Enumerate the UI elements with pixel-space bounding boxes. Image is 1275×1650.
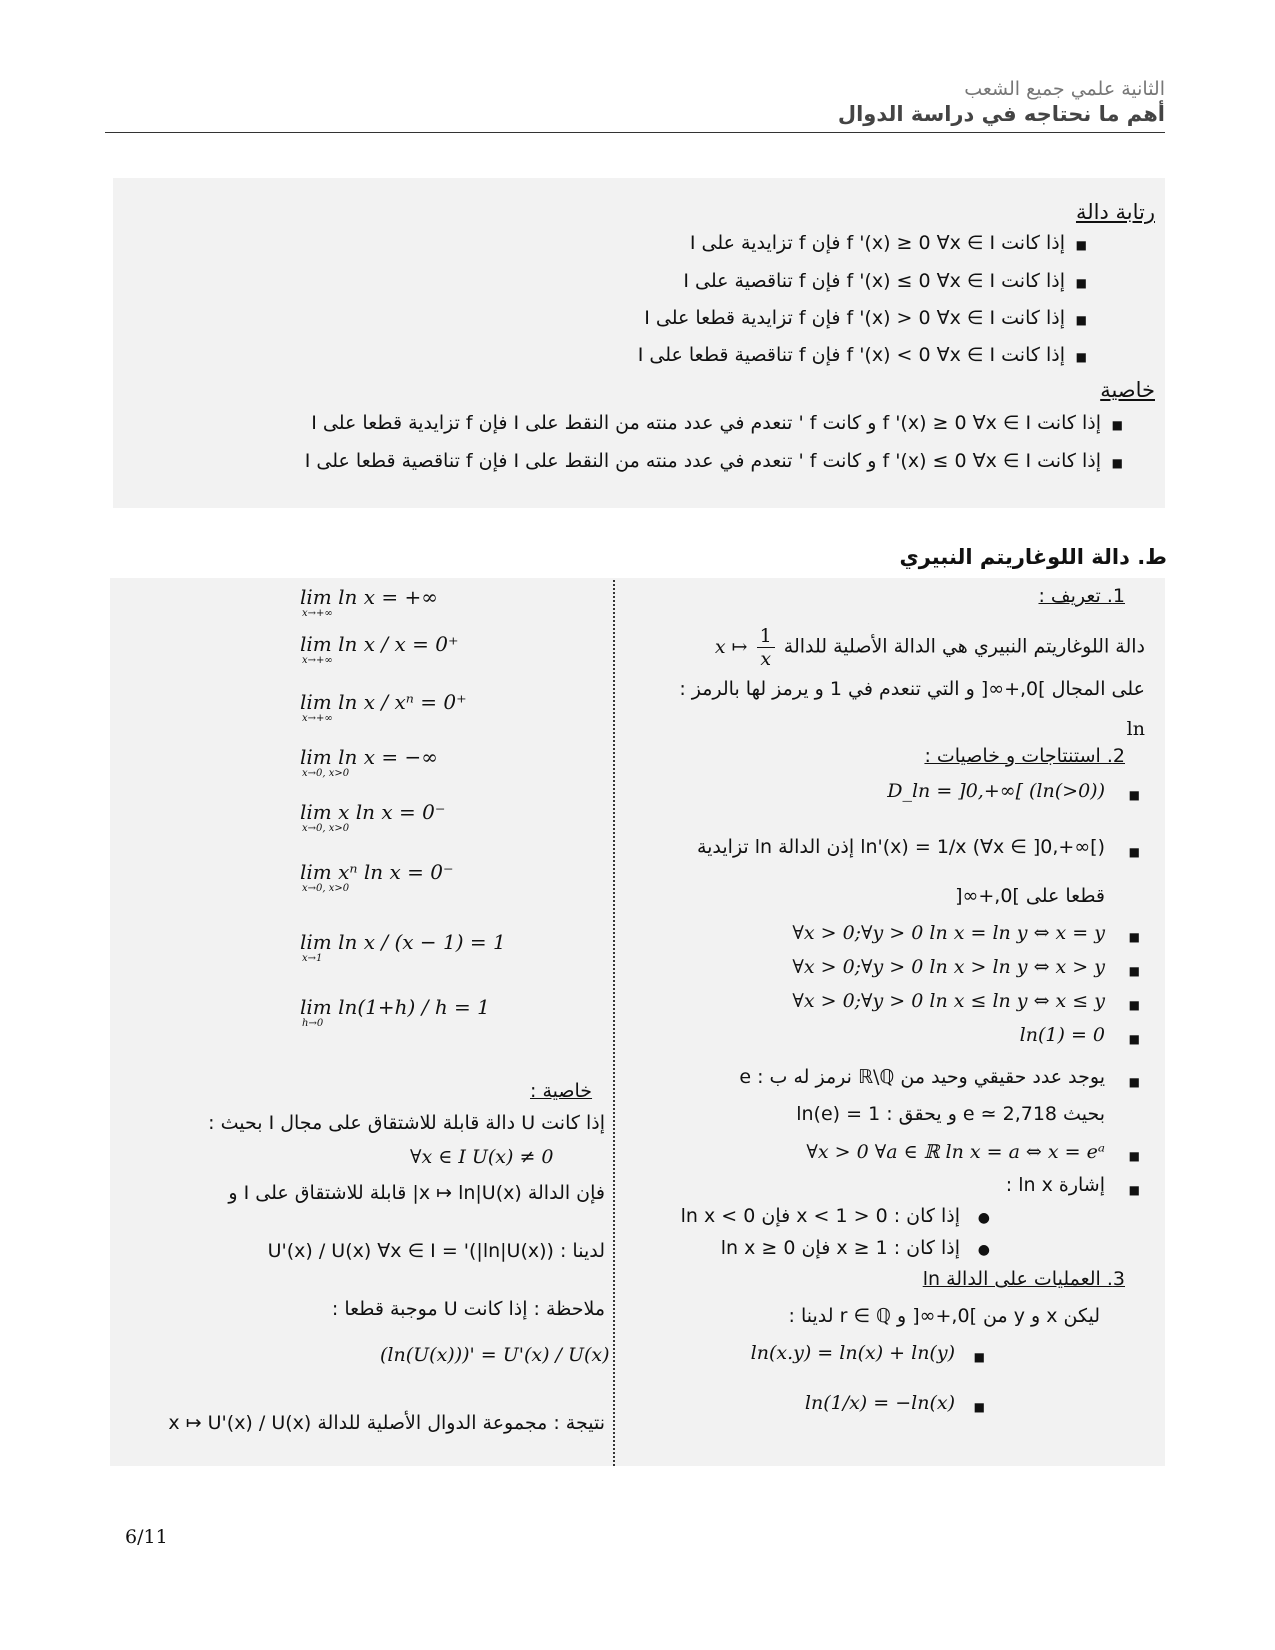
ln-section-title: ط. دالة اللوغاريتم النبيري <box>899 545 1167 569</box>
page-header <box>105 78 1165 133</box>
property-title: خاصية : <box>530 1080 593 1102</box>
note-formula: (ln(U(x)))' = U'(x) / U(x) <box>380 1344 610 1366</box>
property-line: فإن الدالة x ↦ ln|U(x)| قابلة للاشتقاق على I و <box>228 1182 605 1204</box>
property-line: ∀x ∈ I U(x) ≠ 0 <box>410 1146 554 1168</box>
bullet-icon: ■ <box>1128 1183 1140 1197</box>
header-title: أهم ما نحتاجه في دراسة الدوال <box>837 102 1165 126</box>
limit-formula: lim ln(1+h) / h = 1 h→0 <box>300 995 490 1029</box>
column-divider <box>613 580 615 1466</box>
ln-equality: ∀x > 0;∀y > 0 ln x = ln y ⇔ x = y <box>792 922 1105 944</box>
bullet-icon: ■ <box>1128 930 1140 944</box>
dot-bullet-icon: ● <box>977 1210 990 1226</box>
bullet-icon: ■ <box>1075 276 1087 290</box>
ln-inverse: ∀x > 0 ∀a ∈ ℝ ln x = a ⇔ x = eᵃ <box>806 1141 1105 1163</box>
bullet-icon: ■ <box>1075 238 1087 252</box>
ln-order: ∀x > 0;∀y > 0 ln x ≤ ln y ⇔ x ≤ y <box>792 990 1105 1012</box>
bullet-icon: ■ <box>1128 998 1140 1012</box>
bullet-icon: ■ <box>1128 964 1140 978</box>
ln-derivative: ln'(x) = 1/x (∀x ∈ ]0,+∞[) إذن الدالة ln تزايدية <box>696 836 1105 858</box>
ln-strict-order: ∀x > 0;∀y > 0 ln x > ln y ⇔ x > y <box>792 956 1105 978</box>
limit-formula: lim ln x = +∞ x→+∞ <box>300 585 438 619</box>
ln-box <box>110 578 1165 1466</box>
definition-title: 1. تعريف : <box>1038 585 1125 607</box>
ln-one: ln(1) = 0 <box>1019 1024 1105 1046</box>
ln-derivative-cont: قطعا على ]0,+∞[ <box>955 885 1105 907</box>
bullet-icon: ■ <box>973 1350 985 1364</box>
dot-bullet-icon: ● <box>977 1242 990 1258</box>
bullet-icon: ■ <box>1075 350 1087 364</box>
bullet-icon: ■ <box>1128 788 1140 802</box>
ln-reciprocal: ln(1/x) = −ln(x) <box>804 1392 955 1414</box>
operations-intro: ليكن x و y من ]0,+∞[ و r ∈ ℚ لدينا : <box>788 1305 1100 1327</box>
bullet-icon: ■ <box>1075 313 1087 327</box>
limit-formula: lim ln x = −∞ x→0, x>0 <box>300 745 438 779</box>
bullet-icon: ■ <box>1128 1032 1140 1046</box>
ln-sign-title: إشارة ln x : <box>1005 1174 1105 1196</box>
limit-formula: lim ln x / x = 0⁺ x→+∞ <box>300 632 459 666</box>
bullet-icon: ■ <box>973 1400 985 1414</box>
bullet-icon: ■ <box>1111 418 1123 432</box>
property-line: إذا كانت U دالة قابلة للاشتقاق على مجال I بحيث : <box>208 1112 605 1134</box>
euler-number: يوجد عدد حقيقي وحيد من ℝ\ℚ نرمز له ب : e <box>739 1066 1105 1088</box>
ln-product: ln(x.y) = ln(x) + ln(y) <box>750 1342 955 1364</box>
definition-line: دالة اللوغاريتم النبيري هي الدالة الأصلية للدالة $\frac{1}{x}$ x ↦ <box>714 625 1145 670</box>
bullet-icon: ■ <box>1111 456 1123 470</box>
note-line: ملاحظة : إذا كانت U موجبة قطعا : <box>331 1298 605 1320</box>
euler-number-cont: بحيث e ≃ 2,718 و يحقق : ln(e) = 1 <box>796 1103 1105 1125</box>
limit-formula: lim x ln x = 0⁻ x→0, x>0 <box>300 800 446 834</box>
limit-formula: lim xⁿ ln x = 0⁻ x→0, x>0 <box>300 860 454 894</box>
bullet-icon: ■ <box>1128 1149 1140 1163</box>
monotonicity-box: رتابة دالة ■ إذا كانت f '(x) ≥ 0 ∀x ∈ I فإن f تزايدية على I ■ إذا كانت f '(x) ≤ 0 ∀x ∈ I فإن f تناقصية على I ■ إذا كانت f '(x) > 0 ∀x ∈ I فإن f تزايدية قطعا على I ■ إذا كانت f '(x) < 0 ∀x ∈ I فإن f تناقصية قطعا على I خاصية ■ إذا كانت f '(x) ≥ 0 ∀x ∈ I و كانت f ' تنعدم في عدد منته من النقط على I فإن f تزايدية قطعا على I ■ إذا كانت f '(x) ≤ 0 ∀x ∈ I و كانت f ' تنعدم في عدد منته من النقط على I فإن f تناقصية قطعا على I <box>113 178 1165 508</box>
header-class-level: الثانية علمي جميع الشعب <box>964 78 1165 100</box>
limit-formula: lim ln x / xⁿ = 0⁺ x→+∞ <box>300 690 467 724</box>
domain-of-ln: D_ln = ]0,+∞[ (ln(>0)) <box>887 780 1105 802</box>
monotonicity-title: رتابة دالة <box>1075 200 1155 224</box>
limit-formula: lim ln x / (x − 1) = 1 x→1 <box>300 930 506 964</box>
definition-line: على المجال ]0,+∞[ و التي تنعدم في 1 و يرمز لها بالرمز : <box>679 678 1145 700</box>
page-number: 6/11 <box>125 1526 168 1548</box>
properties-title: 2. استنتاجات و خاصيات : <box>924 745 1125 767</box>
definition-line: ln <box>1126 718 1145 740</box>
ln-sign-positive: إذا كان : x ≥ 1 فإن ln x ≥ 0 <box>720 1237 960 1259</box>
result-line: نتيجة : مجموعة الدوال الأصلية للدالة x ↦ U'(x) / U(x) <box>168 1412 605 1434</box>
bullet-icon: ■ <box>1128 1075 1140 1089</box>
ln-sign-negative: إذا كان : 0 < x < 1 فإن ln x < 0 <box>680 1205 960 1227</box>
property-title: خاصية <box>1100 378 1155 402</box>
property-line: لدينا : (ln|U(x)|)' = U'(x) / U(x) ∀x ∈ I <box>267 1240 605 1262</box>
operations-title: 3. العمليات على الدالة ln <box>922 1268 1125 1290</box>
bullet-icon: ■ <box>1128 845 1140 859</box>
